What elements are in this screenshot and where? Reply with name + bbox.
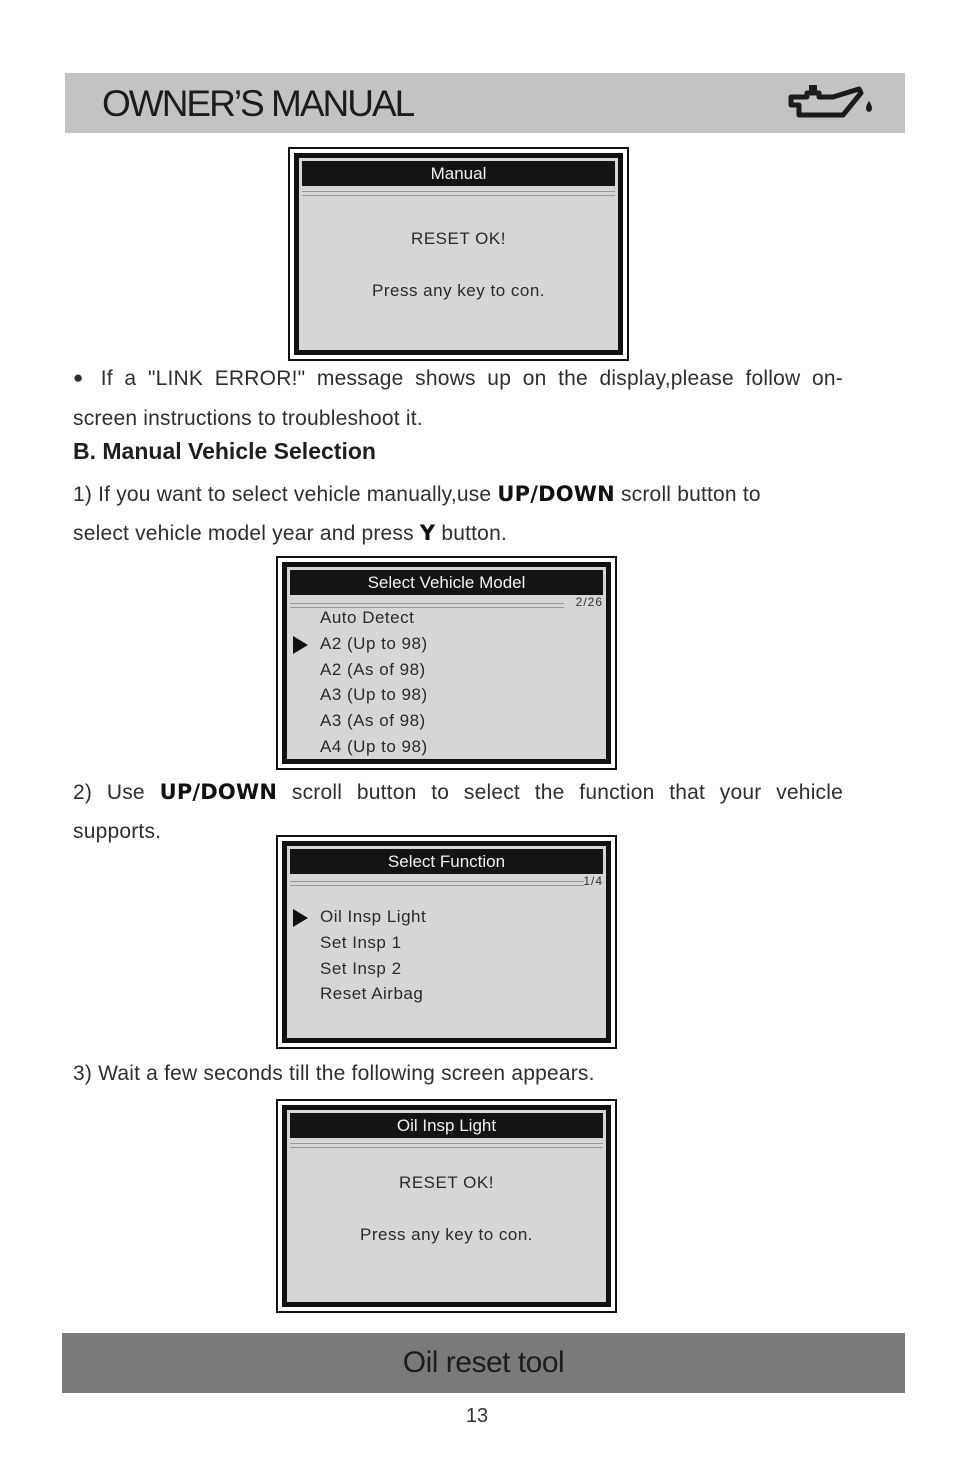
page-number: 13 [465,1405,489,1427]
reset-status: RESET OK! [399,1173,494,1192]
header-band [65,73,905,133]
page-indicator: 1/4 [583,874,603,888]
selection-arrow-icon [293,909,308,927]
menu-item[interactable]: Set Insp 1 [320,932,402,952]
manual-title: OWNER’S MANUAL [102,83,414,124]
continue-prompt: Press any key to con. [359,1225,534,1244]
divider [290,1143,603,1148]
lcd-screen-select-function [276,835,617,1049]
step-1-text-a: 1) If you want to select vehicle manually,use [73,483,492,506]
lcd-screen-manual [288,147,629,361]
step-1-text-b: scroll button to [620,483,761,506]
bullet-icon: ● [73,368,90,387]
step-2-text-b: scroll button to select the function that your vehicle [291,781,843,804]
screen-title: Select Function [290,849,603,874]
lcd-screen-oil-insp-light [276,1099,617,1313]
menu-item[interactable]: A4 (Up to 98) [320,737,428,756]
oil-can-icon [785,79,875,127]
page-indicator: 2/26 [575,595,603,609]
menu-item[interactable]: A3 (As of 98) [320,711,426,731]
bullet-note [73,359,843,438]
footer-band [62,1333,905,1393]
continue-prompt: Press any key to con. [371,281,546,300]
y-key: Y [419,521,436,545]
step-3: 3) Wait a few seconds till the following screen appears. [73,1062,595,1085]
product-title: Oil reset tool [402,1346,565,1379]
reset-status: RESET OK! [411,229,506,248]
menu-item[interactable]: Auto Detect [320,608,415,627]
step-2-text-c: supports. [73,820,162,843]
bullet-line-1: If a "LINK ERROR!" message shows up on the display,please follow on- [100,367,843,390]
screen-title: Select Vehicle Model [290,570,603,595]
divider [290,881,584,886]
step-1 [73,475,843,553]
menu-item[interactable]: A2 (As of 98) [320,659,426,679]
up-down-key: UP/DOWN [497,482,615,506]
menu-item[interactable]: Set Insp 2 [320,958,402,978]
divider [302,191,615,196]
menu-item[interactable]: Reset Airbag [320,984,424,1004]
screen-title: Oil Insp Light [290,1113,603,1138]
menu-item[interactable]: A2 (Up to 98) [320,633,428,653]
section-heading: B. Manual Vehicle Selection [73,438,376,464]
selection-arrow-icon [293,636,308,654]
menu-item[interactable]: A3 (Up to 98) [320,685,428,705]
bullet-line-2: screen instructions to troubleshoot it. [73,407,423,430]
step-2-text-a: 2) Use [73,781,145,804]
step-1-text-c: select vehicle model year and press [73,522,414,545]
lcd-screen-vehicle-model [276,556,617,770]
up-down-key: UP/DOWN [159,780,278,804]
screen-title: Manual [302,161,615,186]
menu-item[interactable]: Oil Insp Light [320,907,427,926]
step-1-text-d: button. [441,522,507,545]
